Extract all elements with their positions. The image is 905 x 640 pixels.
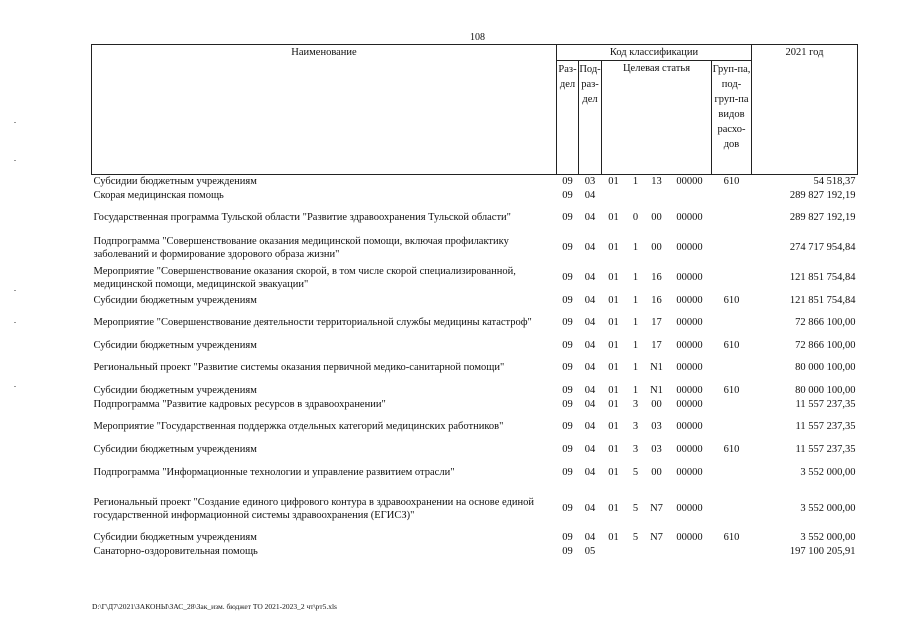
table-row bbox=[92, 293, 858, 308]
row-code-cell bbox=[712, 398, 752, 412]
header-year: 2021 год bbox=[752, 45, 858, 175]
row-code-cell: 1 bbox=[632, 317, 639, 328]
row-amount-cell: 197 100 205,91 bbox=[789, 546, 856, 557]
row-code-cell: 09 bbox=[562, 362, 573, 373]
row-code-cell bbox=[646, 545, 668, 559]
row-code-cell: 01 bbox=[608, 294, 619, 306]
row-code-cell bbox=[712, 353, 752, 383]
row-code-cell: 09 bbox=[562, 242, 573, 253]
scan-speck bbox=[14, 160, 16, 161]
row-amount-cell: 121 851 754,84 bbox=[789, 272, 856, 283]
row-code-cell: 00 bbox=[651, 399, 662, 410]
row-name-cell: Мероприятие "Государственная поддержка отдельных категорий медицинских работников" bbox=[93, 421, 504, 432]
row-amount-cell: 80 000 100,00 bbox=[795, 362, 856, 373]
row-amount-cell: 72 866 100,00 bbox=[795, 317, 856, 328]
row-code-cell: 00000 bbox=[676, 503, 703, 514]
row-code-cell bbox=[712, 203, 752, 233]
row-code-cell: 04 bbox=[584, 242, 596, 253]
row-amount-cell: 11 557 237,35 bbox=[795, 444, 856, 455]
row-amount-cell: 3 552 000,00 bbox=[800, 467, 856, 478]
row-code-cell: 09 bbox=[562, 467, 573, 478]
table-row bbox=[92, 338, 858, 353]
footer-file-path: D:\Г\Д7\2021\ЗАКОНЫ\ЗАС_28\Зак_изм. бюджет ТО 2021-2023_2 чт\рт5.xls bbox=[92, 602, 337, 611]
table-row bbox=[92, 530, 858, 545]
row-code-cell: 04 bbox=[584, 317, 596, 328]
row-code-cell bbox=[626, 545, 646, 559]
row-code-cell: 610 bbox=[723, 531, 740, 543]
row-name-cell: Скорая медицинская помощь bbox=[93, 190, 224, 201]
row-code-cell: 09 bbox=[562, 317, 573, 328]
budget-table bbox=[91, 44, 858, 559]
row-code-cell: 09 bbox=[562, 294, 573, 306]
row-code-cell: 04 bbox=[584, 294, 596, 306]
table-row bbox=[92, 488, 858, 530]
row-name-cell: Субсидии бюджетным учреждениям bbox=[93, 339, 257, 351]
page-number: 108 bbox=[470, 32, 485, 43]
row-code-cell bbox=[712, 412, 752, 442]
row-code-cell: 00000 bbox=[676, 384, 703, 396]
row-code-cell bbox=[712, 233, 752, 263]
row-name-cell: Государственная программа Тульской области "Развитие здравоохранения Тульской области" bbox=[93, 212, 511, 223]
row-code-cell: N7 bbox=[650, 531, 663, 543]
table-row bbox=[92, 175, 858, 189]
row-code-cell: 00 bbox=[651, 467, 662, 478]
row-amount-cell: 121 851 754,84 bbox=[789, 294, 856, 306]
row-code-cell: 01 bbox=[608, 467, 619, 478]
row-amount-cell: 11 557 237,35 bbox=[795, 399, 856, 410]
table-row bbox=[92, 383, 858, 398]
row-code-cell: 01 bbox=[608, 272, 619, 283]
row-code-cell: 01 bbox=[608, 384, 619, 396]
table-row bbox=[92, 353, 858, 383]
row-amount-cell: 289 827 192,19 bbox=[789, 212, 856, 223]
row-amount-cell: 72 866 100,00 bbox=[795, 339, 856, 351]
row-name-cell: Подпрограмма "Совершенствование оказания медицинской помощи, включая профилактику заболеваний и формирование здорового образа жизни" bbox=[93, 235, 509, 260]
row-code-cell: 09 bbox=[562, 546, 573, 557]
row-code-cell bbox=[602, 545, 626, 559]
row-code-cell: 01 bbox=[608, 531, 619, 543]
row-code-cell: 5 bbox=[632, 467, 639, 478]
row-code-cell: 01 bbox=[608, 421, 619, 432]
row-name-cell: Региональный проект "Развитие системы оказания первичной медико-санитарной помощи" bbox=[93, 362, 505, 373]
row-code-cell: 610 bbox=[723, 339, 740, 351]
row-code-cell: 09 bbox=[562, 176, 573, 188]
scan-speck bbox=[14, 290, 16, 291]
row-code-cell: 01 bbox=[608, 362, 619, 373]
row-code-cell: 610 bbox=[723, 294, 740, 306]
row-name-cell: Санаторно-оздоровительная помощь bbox=[93, 546, 258, 557]
row-code-cell: N1 bbox=[650, 362, 663, 373]
row-code-cell: 09 bbox=[562, 190, 573, 201]
row-name-cell: Региональный проект "Создание единого цифрового контура в здравоохранении на основе единой государственной информационной системы здравоохранения (ЕГИСЗ)" bbox=[93, 496, 534, 521]
row-amount-cell: 80 000 100,00 bbox=[795, 384, 856, 396]
row-code-cell: 13 bbox=[651, 176, 662, 188]
row-code-cell: 610 bbox=[723, 384, 740, 396]
row-code-cell: 5 bbox=[632, 531, 639, 543]
row-code-cell: 04 bbox=[584, 444, 596, 455]
table-row bbox=[92, 189, 858, 203]
row-code-cell: 04 bbox=[584, 399, 596, 410]
row-code-cell: 00000 bbox=[676, 176, 703, 188]
row-code-cell: 00000 bbox=[676, 212, 703, 223]
row-code-cell: 09 bbox=[562, 444, 573, 455]
table-row bbox=[92, 233, 858, 263]
row-code-cell: 09 bbox=[562, 531, 573, 543]
row-code-cell: 5 bbox=[632, 503, 639, 514]
row-code-cell: 00 bbox=[651, 242, 662, 253]
row-code-cell: 09 bbox=[562, 272, 573, 283]
row-code-cell bbox=[712, 308, 752, 338]
row-code-cell: 04 bbox=[584, 384, 596, 396]
row-code-cell: 09 bbox=[562, 421, 573, 432]
row-code-cell: 17 bbox=[651, 317, 662, 328]
scan-speck bbox=[14, 322, 16, 323]
row-code-cell: 09 bbox=[562, 503, 573, 514]
scan-speck bbox=[14, 122, 16, 123]
row-amount-cell: 289 827 192,19 bbox=[789, 190, 856, 201]
scan-speck bbox=[14, 386, 16, 387]
row-name-cell: Субсидии бюджетным учреждениям bbox=[93, 384, 257, 396]
row-name-cell: Подпрограмма "Развитие кадровых ресурсов в здравоохранении" bbox=[93, 399, 386, 410]
row-name-cell: Мероприятие "Совершенствование деятельности территориальной службы медицины катастроф" bbox=[93, 317, 532, 328]
row-name-cell: Субсидии бюджетным учреждениям bbox=[93, 176, 257, 188]
row-code-cell: 1 bbox=[632, 176, 639, 188]
row-code-cell bbox=[712, 458, 752, 488]
row-code-cell: 01 bbox=[608, 242, 619, 253]
row-code-cell: 05 bbox=[584, 546, 596, 557]
table-row bbox=[92, 442, 858, 458]
row-code-cell: 03 bbox=[651, 444, 662, 455]
row-code-cell: 01 bbox=[608, 503, 619, 514]
row-code-cell: 00 bbox=[651, 212, 662, 223]
row-code-cell: 09 bbox=[562, 399, 573, 410]
row-code-cell: 00000 bbox=[676, 531, 703, 543]
row-code-cell: 16 bbox=[651, 272, 662, 283]
row-code-cell: 00000 bbox=[676, 272, 703, 283]
header-group: Груп-па, под-груп-па видов расхо-дов bbox=[712, 61, 752, 175]
row-code-cell: 09 bbox=[562, 212, 573, 223]
row-code-cell bbox=[668, 545, 712, 559]
header-razdel: Раз-дел bbox=[557, 61, 579, 175]
row-code-cell: 04 bbox=[584, 421, 596, 432]
row-code-cell: 1 bbox=[632, 384, 639, 396]
row-code-cell: 16 bbox=[651, 294, 662, 306]
row-code-cell: 04 bbox=[584, 467, 596, 478]
header-name: Наименование bbox=[92, 45, 557, 175]
row-code-cell: 1 bbox=[632, 242, 639, 253]
table-row bbox=[92, 458, 858, 488]
row-code-cell bbox=[646, 189, 668, 203]
row-code-cell: 04 bbox=[584, 272, 596, 283]
header-code: Код классификации bbox=[557, 45, 752, 61]
table-row bbox=[92, 263, 858, 293]
row-code-cell: 00000 bbox=[676, 444, 703, 455]
row-code-cell: 04 bbox=[584, 339, 596, 351]
table-row bbox=[92, 412, 858, 442]
row-code-cell: 01 bbox=[608, 317, 619, 328]
row-code-cell: 00000 bbox=[676, 294, 703, 306]
row-code-cell: 01 bbox=[608, 212, 619, 223]
row-amount-cell: 3 552 000,00 bbox=[800, 503, 856, 514]
row-code-cell: 00000 bbox=[676, 399, 703, 410]
row-code-cell: 1 bbox=[632, 272, 639, 283]
row-name-cell: Субсидии бюджетным учреждениям bbox=[93, 531, 257, 543]
row-code-cell: 04 bbox=[584, 362, 596, 373]
row-code-cell: 01 bbox=[608, 176, 619, 188]
header-target: Целевая статья bbox=[602, 61, 712, 175]
row-code-cell: 00000 bbox=[676, 242, 703, 253]
row-name-cell: Субсидии бюджетным учреждениям bbox=[93, 444, 257, 455]
row-code-cell: N1 bbox=[650, 384, 663, 396]
row-code-cell: 0 bbox=[632, 212, 639, 223]
row-code-cell: 01 bbox=[608, 444, 619, 455]
row-code-cell: 17 bbox=[651, 339, 662, 351]
row-name-cell: Субсидии бюджетным учреждениям bbox=[93, 294, 257, 306]
table-row bbox=[92, 398, 858, 412]
row-code-cell: 00000 bbox=[676, 362, 703, 373]
row-code-cell bbox=[712, 263, 752, 293]
row-code-cell: 00000 bbox=[676, 421, 703, 432]
row-code-cell: 03 bbox=[651, 421, 662, 432]
table-row bbox=[92, 203, 858, 233]
row-code-cell: 610 bbox=[723, 444, 740, 455]
row-code-cell: 01 bbox=[608, 339, 619, 351]
row-code-cell: N7 bbox=[650, 503, 663, 514]
row-code-cell: 3 bbox=[632, 421, 639, 432]
row-code-cell bbox=[626, 189, 646, 203]
row-code-cell bbox=[712, 545, 752, 559]
row-code-cell: 3 bbox=[632, 444, 639, 455]
row-amount-cell: 11 557 237,35 bbox=[795, 421, 856, 432]
row-name-cell: Подпрограмма "Информационные технологии и управление развитием отрасли" bbox=[93, 467, 455, 478]
header-podrazdel: Под-раз-дел bbox=[579, 61, 602, 175]
row-code-cell: 04 bbox=[584, 212, 596, 223]
row-code-cell: 04 bbox=[584, 503, 596, 514]
row-code-cell bbox=[668, 189, 712, 203]
table-row bbox=[92, 545, 858, 559]
row-code-cell: 09 bbox=[562, 339, 573, 351]
row-code-cell: 1 bbox=[632, 362, 639, 373]
row-name-cell: Мероприятие "Совершенствование оказания скорой, в том числе скорой специализированной, медицинской помощи, медицинской эвакуации" bbox=[93, 265, 516, 290]
row-code-cell: 04 bbox=[584, 190, 596, 201]
row-amount-cell: 54 518,37 bbox=[813, 176, 856, 188]
table-row bbox=[92, 308, 858, 338]
row-code-cell: 3 bbox=[632, 399, 639, 410]
row-code-cell: 1 bbox=[632, 339, 639, 351]
row-amount-cell: 3 552 000,00 bbox=[800, 531, 856, 543]
row-code-cell: 00000 bbox=[676, 467, 703, 478]
row-code-cell: 04 bbox=[584, 531, 596, 543]
row-code-cell: 01 bbox=[608, 399, 619, 410]
row-code-cell bbox=[712, 189, 752, 203]
row-code-cell: 00000 bbox=[676, 317, 703, 328]
row-code-cell: 1 bbox=[632, 294, 639, 306]
row-amount-cell: 274 717 954,84 bbox=[789, 242, 856, 253]
row-code-cell: 610 bbox=[723, 176, 740, 188]
row-code-cell bbox=[602, 189, 626, 203]
row-code-cell bbox=[712, 488, 752, 530]
row-code-cell: 00000 bbox=[676, 339, 703, 351]
row-code-cell: 09 bbox=[562, 384, 573, 396]
row-code-cell: 03 bbox=[584, 176, 596, 188]
